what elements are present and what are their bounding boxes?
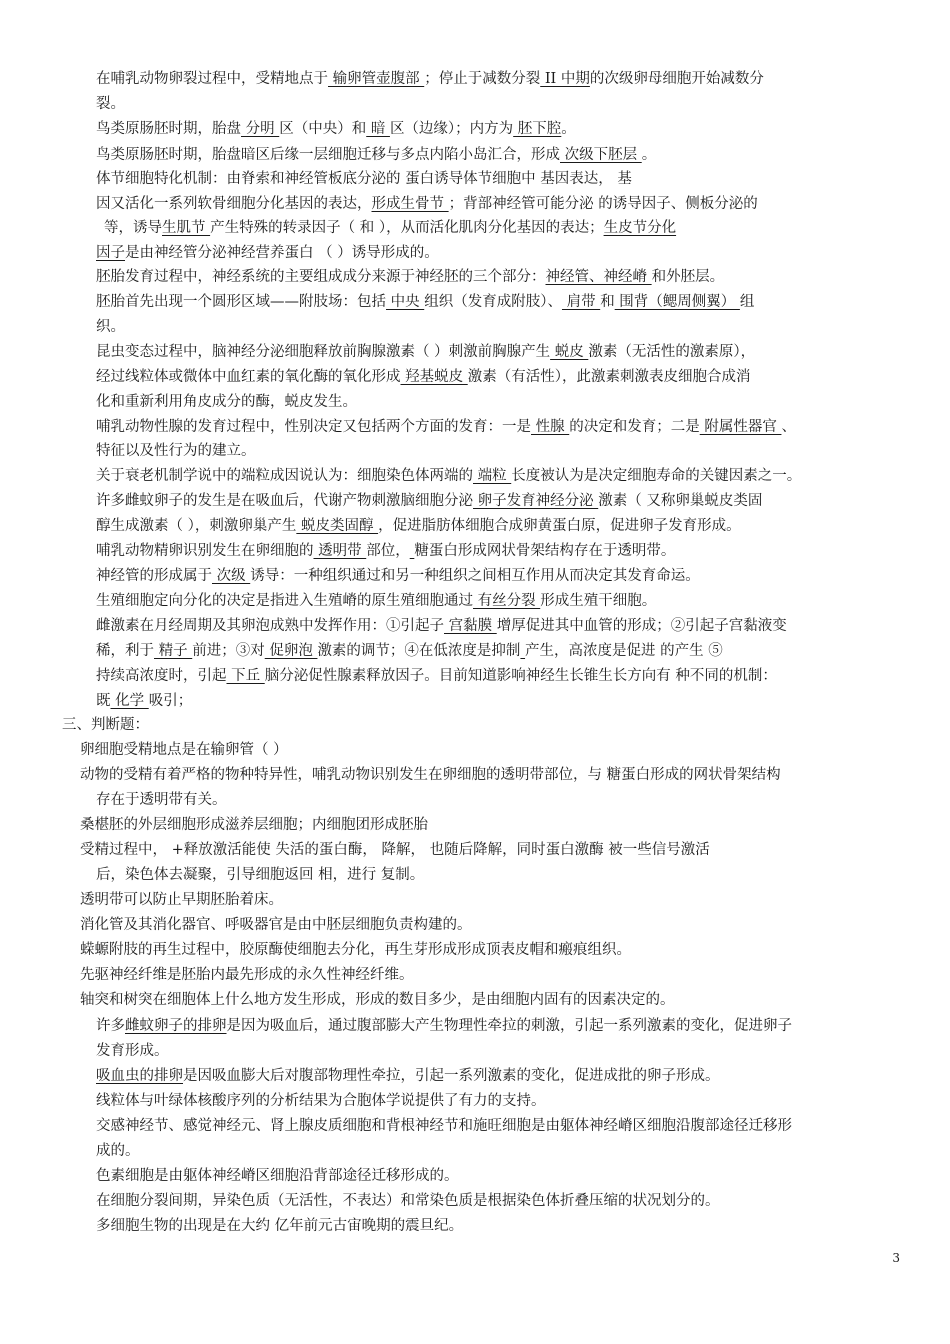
fill-in-answer: 形成生骨节 (371, 196, 449, 212)
text-run: 诱导：一种组织通过和另一种组织之间相互作用从而决定其发育命运。 (250, 568, 700, 584)
fill-in-answer: 羟基蜕皮 (400, 369, 468, 385)
text-run: ；停止于减数分裂 (424, 71, 541, 87)
fill-in-answer: II 中期 (540, 71, 590, 87)
text-line (96, 642, 723, 660)
text-line (96, 517, 741, 535)
text-run: 胚胎首先出现一个圆形区域——附肢场：包括 (96, 294, 386, 310)
text-run: 。 (561, 121, 576, 137)
text-run: 雌激素在月经周期及其卵泡成熟中发挥作用：①引起子 (96, 618, 444, 634)
text-run: 因又活化一系列软骨细胞分化基因的表达， (96, 196, 372, 212)
text-run: 前进；③对 (192, 643, 265, 659)
text-line (96, 667, 777, 685)
text-line (96, 866, 424, 884)
text-line (96, 244, 439, 262)
fill-in-answer: 透明带 (313, 543, 367, 559)
text-line (96, 492, 762, 510)
text-line (96, 1117, 792, 1135)
text-line (96, 1067, 720, 1085)
text-line (96, 442, 256, 460)
fill-in-answer: 雌蚊卵子的排卵 (125, 1018, 227, 1034)
text-run: 。 (641, 147, 657, 163)
text-run: 产生特殊的转录因子（ 和 ），从而活化肌肉分化基因的表达； (210, 220, 604, 236)
text-run: 组织（发育成附肢）、 (424, 294, 562, 310)
text-line (96, 268, 724, 286)
text-run: 昆虫变态过程中，脑神经分泌细胞释放前胸腺激素（ ）刺激前胸腺产生 (96, 344, 551, 360)
fill-in-answer: 生皮节分化 (603, 220, 677, 236)
text-run: 生殖细胞定向分化的决定是指进入生殖嵴的原生殖细胞通过 (96, 593, 473, 609)
text-line (96, 195, 758, 213)
text-line (96, 1042, 169, 1060)
fill-in-answer: 蜕皮类固醇 (296, 518, 379, 534)
text-run: 和 (600, 294, 615, 310)
text-run: ，促进脂肪体细胞合成卵黄蛋白原，促进卵子发育形成。 (378, 518, 741, 534)
text-run: 动物的受精有着严格的物种特异性，哺乳动物识别发生在卵细胞的透明带部位，与 糖蛋白形成的网状骨架结构 (80, 767, 781, 783)
text-line (96, 542, 675, 560)
text-run: 特征以及性行为的建立。 (96, 443, 256, 459)
text-run: 桑椹胚的外层细胞形成滋养层细胞；内细胞团形成胚胎 (80, 817, 428, 833)
fill-in-answer: 附属性器官 (699, 419, 782, 435)
text-line (96, 592, 656, 610)
text-run: 受精过程中， +释放激活能使 失活的蛋白酶， 降解， 也随后降解，同时蛋白激酶 被一些信号激活 (80, 842, 710, 858)
text-run: 存在于透明带有关。 (96, 792, 227, 808)
fill-in-answer: 化学 (110, 693, 149, 709)
text-run: 消化管及其消化器官、呼吸器官是由中胚层细胞负责构建的。 (80, 917, 472, 933)
text-run: 发育形成。 (96, 1043, 169, 1059)
text-run: 许多雌蚊卵子的发生是在吸血后，代谢产物刺激脑细胞分泌 (96, 493, 473, 509)
text-run: 激素（无活性的激素原）， (588, 344, 756, 360)
fill-in-answer: 精子 (154, 643, 193, 659)
fill-in-answer: 神经管、神经嵴 (545, 269, 652, 285)
text-run: 长度被认为是决定细胞寿命的关键因素之一。 (511, 468, 802, 484)
text-run: 裂。 (96, 96, 125, 112)
text-run: 糖蛋白形成网状骨架结构存在于透明带。 (414, 543, 676, 559)
text-line (96, 1167, 459, 1185)
text-run: 三、判断题： (62, 717, 149, 733)
fill-in-answer: 分明 (241, 121, 280, 137)
fill-in-answer: 次级 (212, 568, 251, 584)
fill-in-answer: 宫黏膜 (444, 618, 497, 634)
text-line (96, 343, 755, 361)
text-line (80, 816, 428, 834)
text-line (96, 293, 754, 311)
text-run: 既 (96, 693, 111, 709)
fill-in-answer: 生肌节 (162, 220, 211, 236)
text-run: 后，染色体去凝聚，引导细胞返回 相，进行 复制。 (96, 867, 425, 883)
text-run: 增厚促进其中血管的形成；②引起子宫黏液变 (496, 618, 787, 634)
text-line (80, 966, 414, 984)
text-run: 鸟类原肠胚时期，胎盘 (96, 121, 241, 137)
text-run: 交感神经节、感觉神经元、肾上腺皮质细胞和背根神经节和施旺细胞是由躯体神经嵴区细胞沿腹部途径迁移形 (96, 1118, 792, 1134)
text-run: 织。 (96, 319, 125, 335)
text-run: 哺乳动物精卵识别发生在卵细胞的 (96, 543, 314, 559)
text-run: 经过线粒体或微体中血红素的氧化酶的氧化形成 (96, 369, 401, 385)
text-run: 卵细胞受精地点是在输卵管（ ） (80, 742, 288, 758)
text-run: 线粒体与叶绿体核酸序列的分析结果为合胞体学说提供了有力的支持。 (96, 1093, 546, 1109)
fill-in-answer: 肩带 (561, 294, 601, 310)
text-line (96, 1142, 140, 1160)
text-run: 和外胚层。 (651, 269, 725, 285)
text-line (96, 393, 357, 411)
text-line (96, 1092, 546, 1110)
text-run: 轴突和树突在细胞体上什么地方发生形成，形成的数目多少，是由细胞内固有的因素决定的。 (80, 992, 675, 1008)
text-line (96, 318, 125, 336)
fill-in-answer: 性腺 (531, 419, 570, 435)
text-run: 体节细胞特化机制：由脊索和神经管板底分泌的 蛋白诱导体节细胞中 基因表达， 基 (96, 171, 632, 187)
fill-in-answer: 下丘 (226, 668, 265, 684)
text-line (96, 1217, 463, 1235)
text-run: 化和重新利用角皮成分的酶，蜕皮发生。 (96, 394, 357, 410)
fill-in-answer: 端粒 (473, 468, 512, 484)
text-run: 许多 (96, 1018, 125, 1034)
text-line (96, 1192, 720, 1210)
fill-in-answer: 围背（鳃周侧翼） (614, 294, 740, 310)
fill-in-answer: 中央 (386, 294, 425, 310)
text-line (80, 941, 631, 959)
fill-in-answer: 有丝分裂 (473, 593, 541, 609)
text-run: 等，诱导 (104, 220, 162, 236)
text-run: 是由神经管分泌神经营养蛋白 （ ）诱导形成的。 (125, 245, 439, 261)
fill-in-answer: 暗 (366, 121, 390, 137)
text-run: 胚胎发育过程中，神经系统的主要组成成分来源于神经胚的三个部分： (96, 269, 546, 285)
text-run: 成的。 (96, 1143, 140, 1159)
text-run: 色素细胞是由躯体神经嵴区细胞沿背部途径迁移形成的。 (96, 1168, 459, 1184)
text-run: 激素（ 又称卵巢蜕皮类固 (598, 493, 763, 509)
text-line (80, 991, 675, 1009)
text-run: 区（中央）和 (279, 121, 367, 137)
page-number: 3 (892, 1251, 900, 1265)
text-run: 脑分泌促性腺素释放因子。目前知道影响神经生长锥生长方向有 种不同的机制： (264, 668, 777, 684)
fill-in-answer: 吸血虫的排卵 (96, 1068, 183, 1084)
text-line (96, 1017, 792, 1035)
text-run: 的次级卵母细胞开始减数分 (589, 71, 764, 87)
text-run: 持续高浓度时，引起 (96, 668, 227, 684)
text-run: 蝾螈附肢的再生过程中，胶原酶使细胞去分化，再生芽形成形成顶表皮帽和瘢痕组织。 (80, 942, 631, 958)
text-line (96, 95, 125, 113)
text-run: 组 (739, 294, 755, 310)
text-line (96, 692, 192, 710)
text-line (96, 146, 656, 164)
text-line (80, 766, 781, 784)
text-run: 先驱神经纤维是胚胎内最先形成的永久性神经纤维。 (80, 967, 414, 983)
text-run: 关于衰老机制学说中的端粒成因说认为：细胞染色体两端的 (96, 468, 473, 484)
text-run: 吸引； (148, 693, 193, 709)
text-run: 形成生殖干细胞。 (540, 593, 657, 609)
text-line (96, 170, 632, 188)
text-line (80, 891, 283, 909)
text-run: 产生，高浓度是促进 的产生 ⑤ (525, 643, 723, 659)
fill-in-answer: 因子 (96, 245, 125, 261)
text-run: 激素的调节；④在低浓度是抑制 (317, 643, 521, 659)
text-run: 在细胞分裂间期，异染色质（无活性，不表达）和常染色质是根据染色体折叠压缩的状况划分的。 (96, 1193, 720, 1209)
text-run: 在哺乳动物卵裂过程中，受精地点于 (96, 71, 328, 87)
text-line (104, 219, 676, 237)
text-line (96, 418, 796, 436)
text-line (80, 741, 288, 759)
text-line (96, 120, 576, 138)
text-line (80, 841, 710, 859)
text-run: 醇生成激素（ ），刺激卵巢产生 (96, 518, 297, 534)
text-run: 鸟类原肠胚时期，胎盘暗区后缘一层细胞迁移与多点内陷小岛汇合，形成 (96, 147, 560, 163)
text-line (96, 368, 750, 386)
text-run: 的决定和发育；二是 (569, 419, 700, 435)
text-line (96, 70, 764, 88)
text-run: 、 (781, 419, 796, 435)
fill-in-answer: 卵子发育神经分泌 (473, 493, 599, 509)
text-run: 是因吸血膨大后对腹部物理性牵拉，引起一系列激素的变化，促进成批的卵子形成。 (183, 1068, 720, 1084)
text-line (96, 567, 700, 585)
text-line (96, 617, 787, 635)
text-line (62, 716, 149, 734)
fill-in-answer: 次级下胚层 (560, 147, 642, 163)
text-run: 多细胞生物的出现是在大约 亿年前元古宙晚期的震旦纪。 (96, 1218, 464, 1234)
text-run: 哺乳动物性腺的发育过程中，性别决定又包括两个方面的发育：一是 (96, 419, 531, 435)
fill-in-answer: 蜕皮 (550, 344, 589, 360)
text-run: 区（边缘）；内方为 (389, 121, 514, 137)
text-run: ；背部神经管可能分泌 的诱导因子、侧板分泌的 (448, 196, 758, 212)
fill-in-answer: 胚下腔 (513, 121, 562, 137)
fill-in-answer: 输卵管壶腹部 (328, 71, 425, 87)
text-run: 透明带可以防止早期胚胎着床。 (80, 892, 283, 908)
text-line (80, 916, 472, 934)
text-run: 稀，利于 (96, 643, 154, 659)
text-run: 部位， (366, 543, 410, 559)
text-run: 是因为吸血后，通过腹部膨大产生物理性牵拉的刺激，引起一系列激素的变化，促进卵子 (226, 1018, 792, 1034)
text-line (96, 467, 801, 485)
text-run: 激素（有活性），此激素刺激表皮细胞合成消 (467, 369, 751, 385)
text-line (96, 791, 227, 809)
text-run: 神经管的形成属于 (96, 568, 212, 584)
fill-in-answer: 促卵泡 (264, 643, 318, 659)
